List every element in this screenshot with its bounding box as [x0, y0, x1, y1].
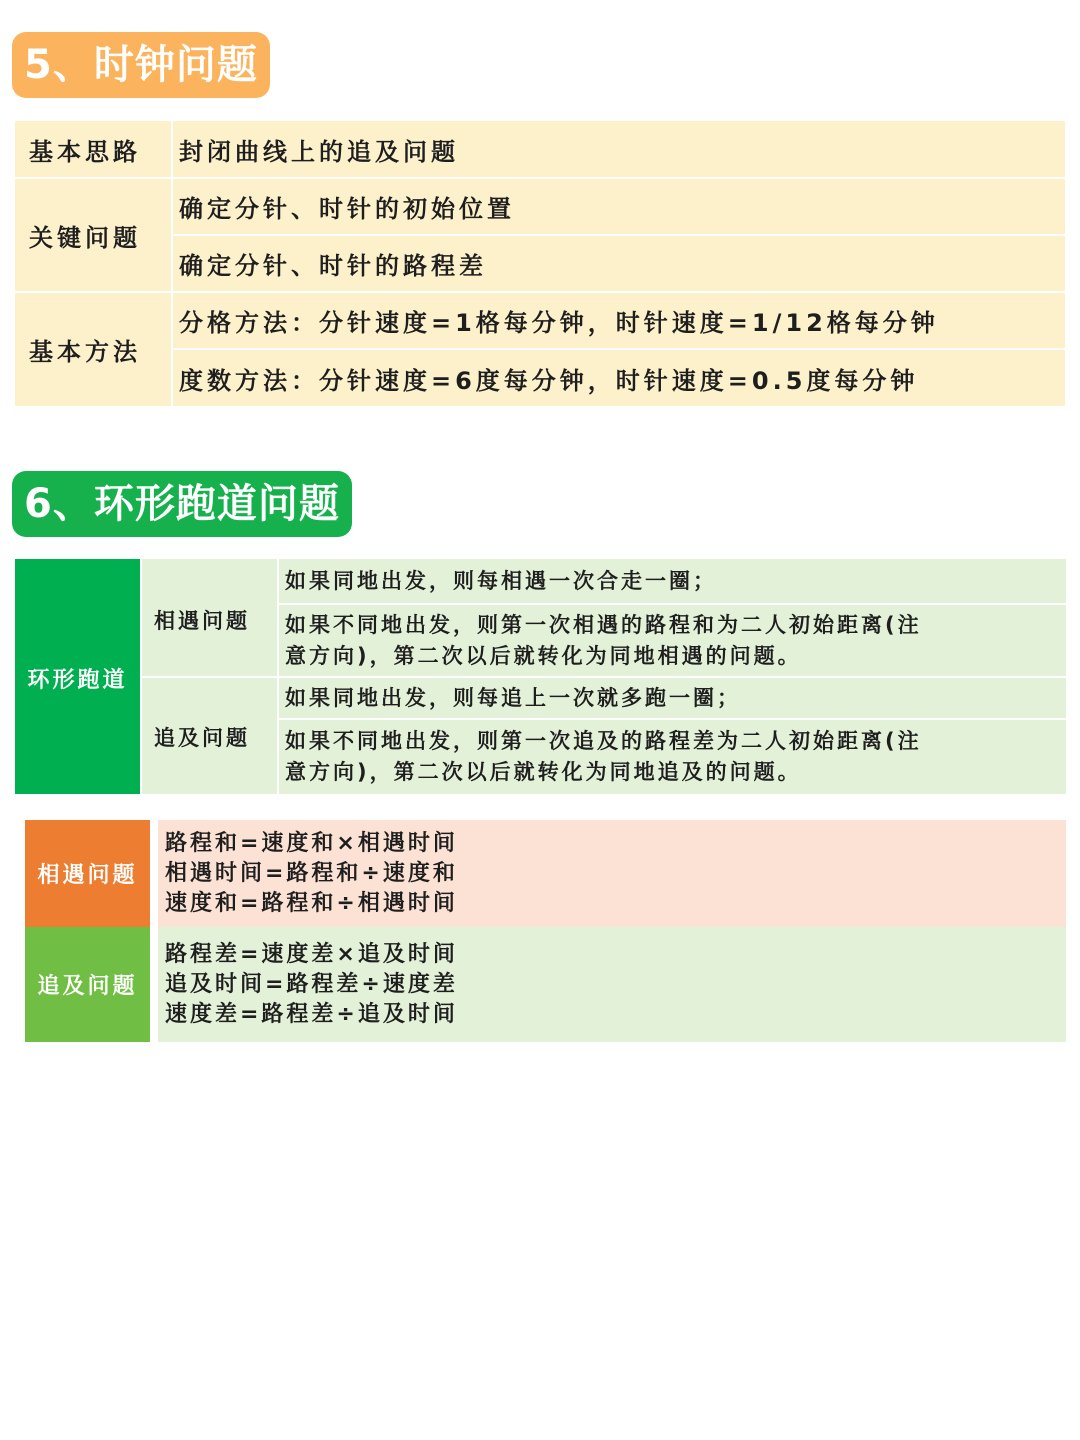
section-6-heading — [12, 471, 352, 537]
meet-formula-tag — [25, 820, 150, 927]
meet-formula-2: 相遇时间=路程和÷速度和 — [165, 860, 458, 886]
meet-rule-2-text-a: 如果不同地出发，则第一次相遇的路程和为二人初始距离(注 — [285, 612, 922, 637]
meet-formula-3: 速度和=路程和÷相遇时间 — [165, 890, 458, 916]
row-label-basic-idea: 基本思路 — [29, 137, 141, 166]
section-5-heading — [12, 32, 270, 98]
method-line-1: 分格方法：分针速度=1格每分钟，时针速度=1/12格每分钟 — [179, 309, 939, 337]
chase-formula-3: 速度差=路程差÷追及时间 — [165, 1001, 458, 1027]
row-label-basic-method: 基本方法 — [29, 338, 141, 366]
chase-formula-label: 追及问题 — [37, 974, 138, 999]
clock-problem-table — [15, 121, 1065, 406]
circular-track-table — [15, 559, 1066, 794]
main-category-cell — [15, 559, 140, 794]
meet-formula-label: 相遇问题 — [37, 863, 138, 888]
chase-formula-2: 追及时间=路程差÷速度差 — [165, 971, 458, 997]
chase-rule-2 — [279, 720, 1066, 794]
meet-subcategory-cell — [142, 559, 277, 676]
key-issue-line-1: 确定分针、时针的初始位置 — [179, 195, 515, 223]
section-6-title: 6、环形跑道问题 — [24, 481, 340, 527]
meet-rule-1 — [279, 559, 1066, 603]
chase-rule-1-text: 如果同地出发，则每追上一次就多跑一圈； — [285, 685, 741, 710]
basic-idea-value: 封闭曲线上的追及问题 — [179, 137, 459, 166]
meet-rule-1-text: 如果同地出发，则每相遇一次合走一圈； — [285, 568, 717, 593]
chase-rule-2-text-a: 如果不同地出发，则第一次追及的路程差为二人初始距离(注 — [285, 729, 922, 753]
meet-rule-2-text-b: 意方向)，第二次以后就转化为同地相遇的问题。 — [285, 643, 802, 668]
chase-rule-2-text-b: 意方向)，第二次以后就转化为同地追及的问题。 — [285, 760, 802, 784]
meet-formula-1: 路程和=速度和×相遇时间 — [165, 830, 458, 856]
chase-formula-tag — [25, 927, 150, 1042]
main-category-label: 环形跑道 — [27, 668, 128, 693]
chase-formula-1: 路程差=速度差×追及时间 — [165, 941, 458, 967]
section-5-title: 5、时钟问题 — [24, 42, 258, 88]
chase-rule-1 — [279, 678, 1066, 718]
chase-formula-box — [158, 927, 1066, 1042]
row-label-key-issue: 关键问题 — [29, 223, 141, 252]
meet-subcategory-label: 相遇问题 — [154, 609, 250, 633]
formula-divider — [150, 820, 153, 1042]
formula-table — [25, 820, 1066, 1042]
method-line-2: 度数方法：分针速度=6度每分钟，时针速度=0.5度每分钟 — [179, 366, 919, 395]
meet-formula-box — [158, 820, 1066, 927]
chase-subcategory-cell — [142, 678, 277, 794]
chase-subcategory-label: 追及问题 — [154, 726, 250, 750]
meet-rule-2 — [279, 605, 1066, 676]
key-issue-line-2: 确定分针、时针的路程差 — [179, 252, 487, 280]
